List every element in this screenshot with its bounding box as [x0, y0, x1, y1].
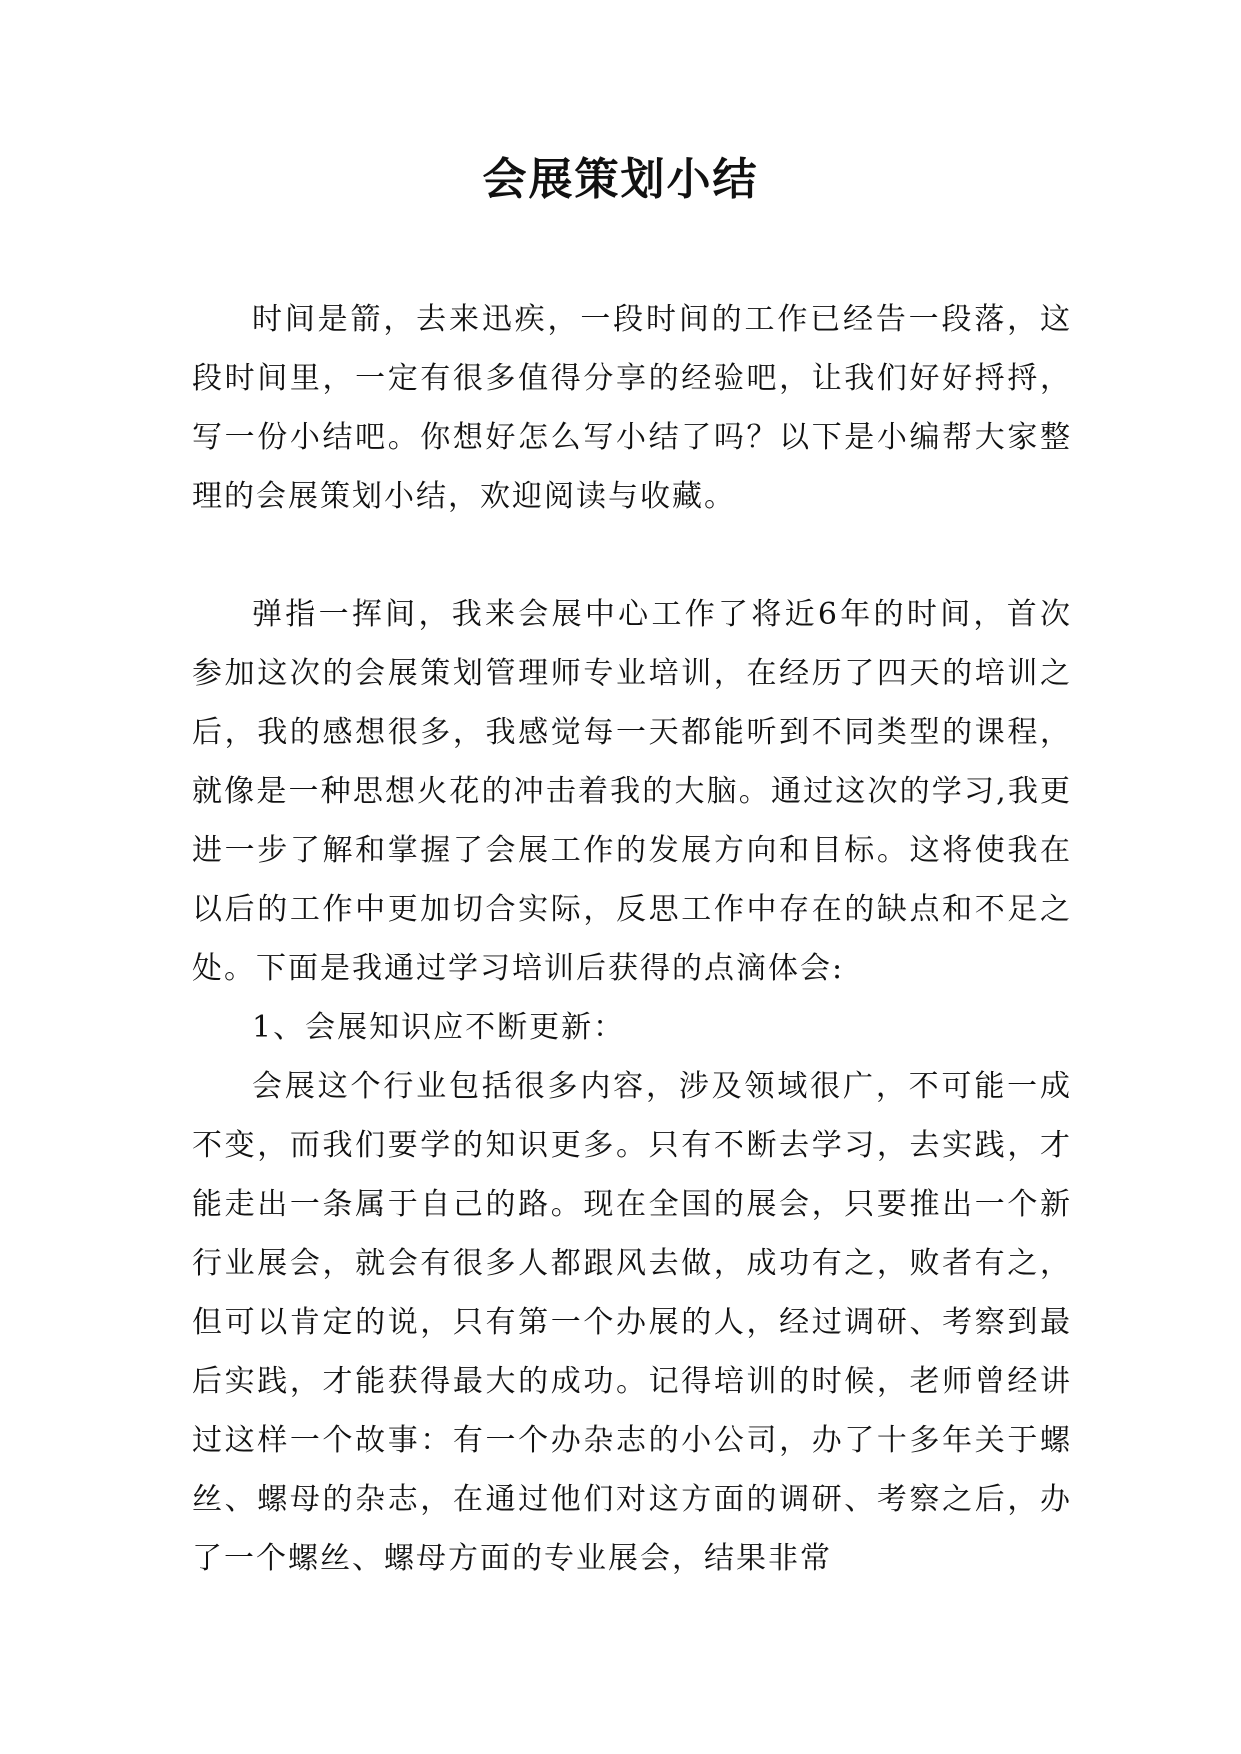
document-body — [192, 290, 1072, 1588]
document-title: 会展策划小结 — [482, 154, 759, 205]
paragraph-knowledge-update: 会展这个行业包括很多内容，涉及领域很广，不可能一成不变，而我们要学的知识更多。只有不断去学习，去实践，才能走出一条属于自己的路。现在全国的展会，只要推出一个新行业展会，就会有很多人都跟风去做，成功有之，败者有之，但可以肯定的说，只有第一个办展的人，经过调研、考察到最后实践，才能获得最大的成功。记得培训的时候，老师曾经讲过这样一个故事：有一个办杂志的小公司，办了十多年关于螺丝、螺母的杂志，在通过他们对这方面的调研、考察之后，办了一个螺丝、螺母方面的专业展会，结果非常 — [192, 1069, 1072, 1576]
paragraph-intro: 时间是箭，去来迅疾，一段时间的工作已经告一段落，这段时间里，一定有很多值得分享的经验吧，让我们好好捋捋，写一份小结吧。你想好怎么写小结了吗？以下是小编帮大家整理的会展策划小结，欢迎阅读与收藏。 — [192, 302, 1072, 514]
paragraph-training-reflection: 弹指一挥间，我来会展中心工作了将近6年的时间，首次参加这次的会展策划管理师专业培训，在经历了四天的培训之后，我的感想很多，我感觉每一天都能听到不同类型的课程，就像是一种思想火花的冲击着我的大脑。通过这次的学习,我更进一步了解和掌握了会展工作的发展方向和目标。这将使我在以后的工作中更加切合实际，反思工作中存在的缺点和不足之处。下面是我通过学习培训后获得的点滴体会: — [192, 597, 1072, 986]
paragraph-point-heading: 1、会展知识应不断更新： — [252, 1010, 626, 1045]
